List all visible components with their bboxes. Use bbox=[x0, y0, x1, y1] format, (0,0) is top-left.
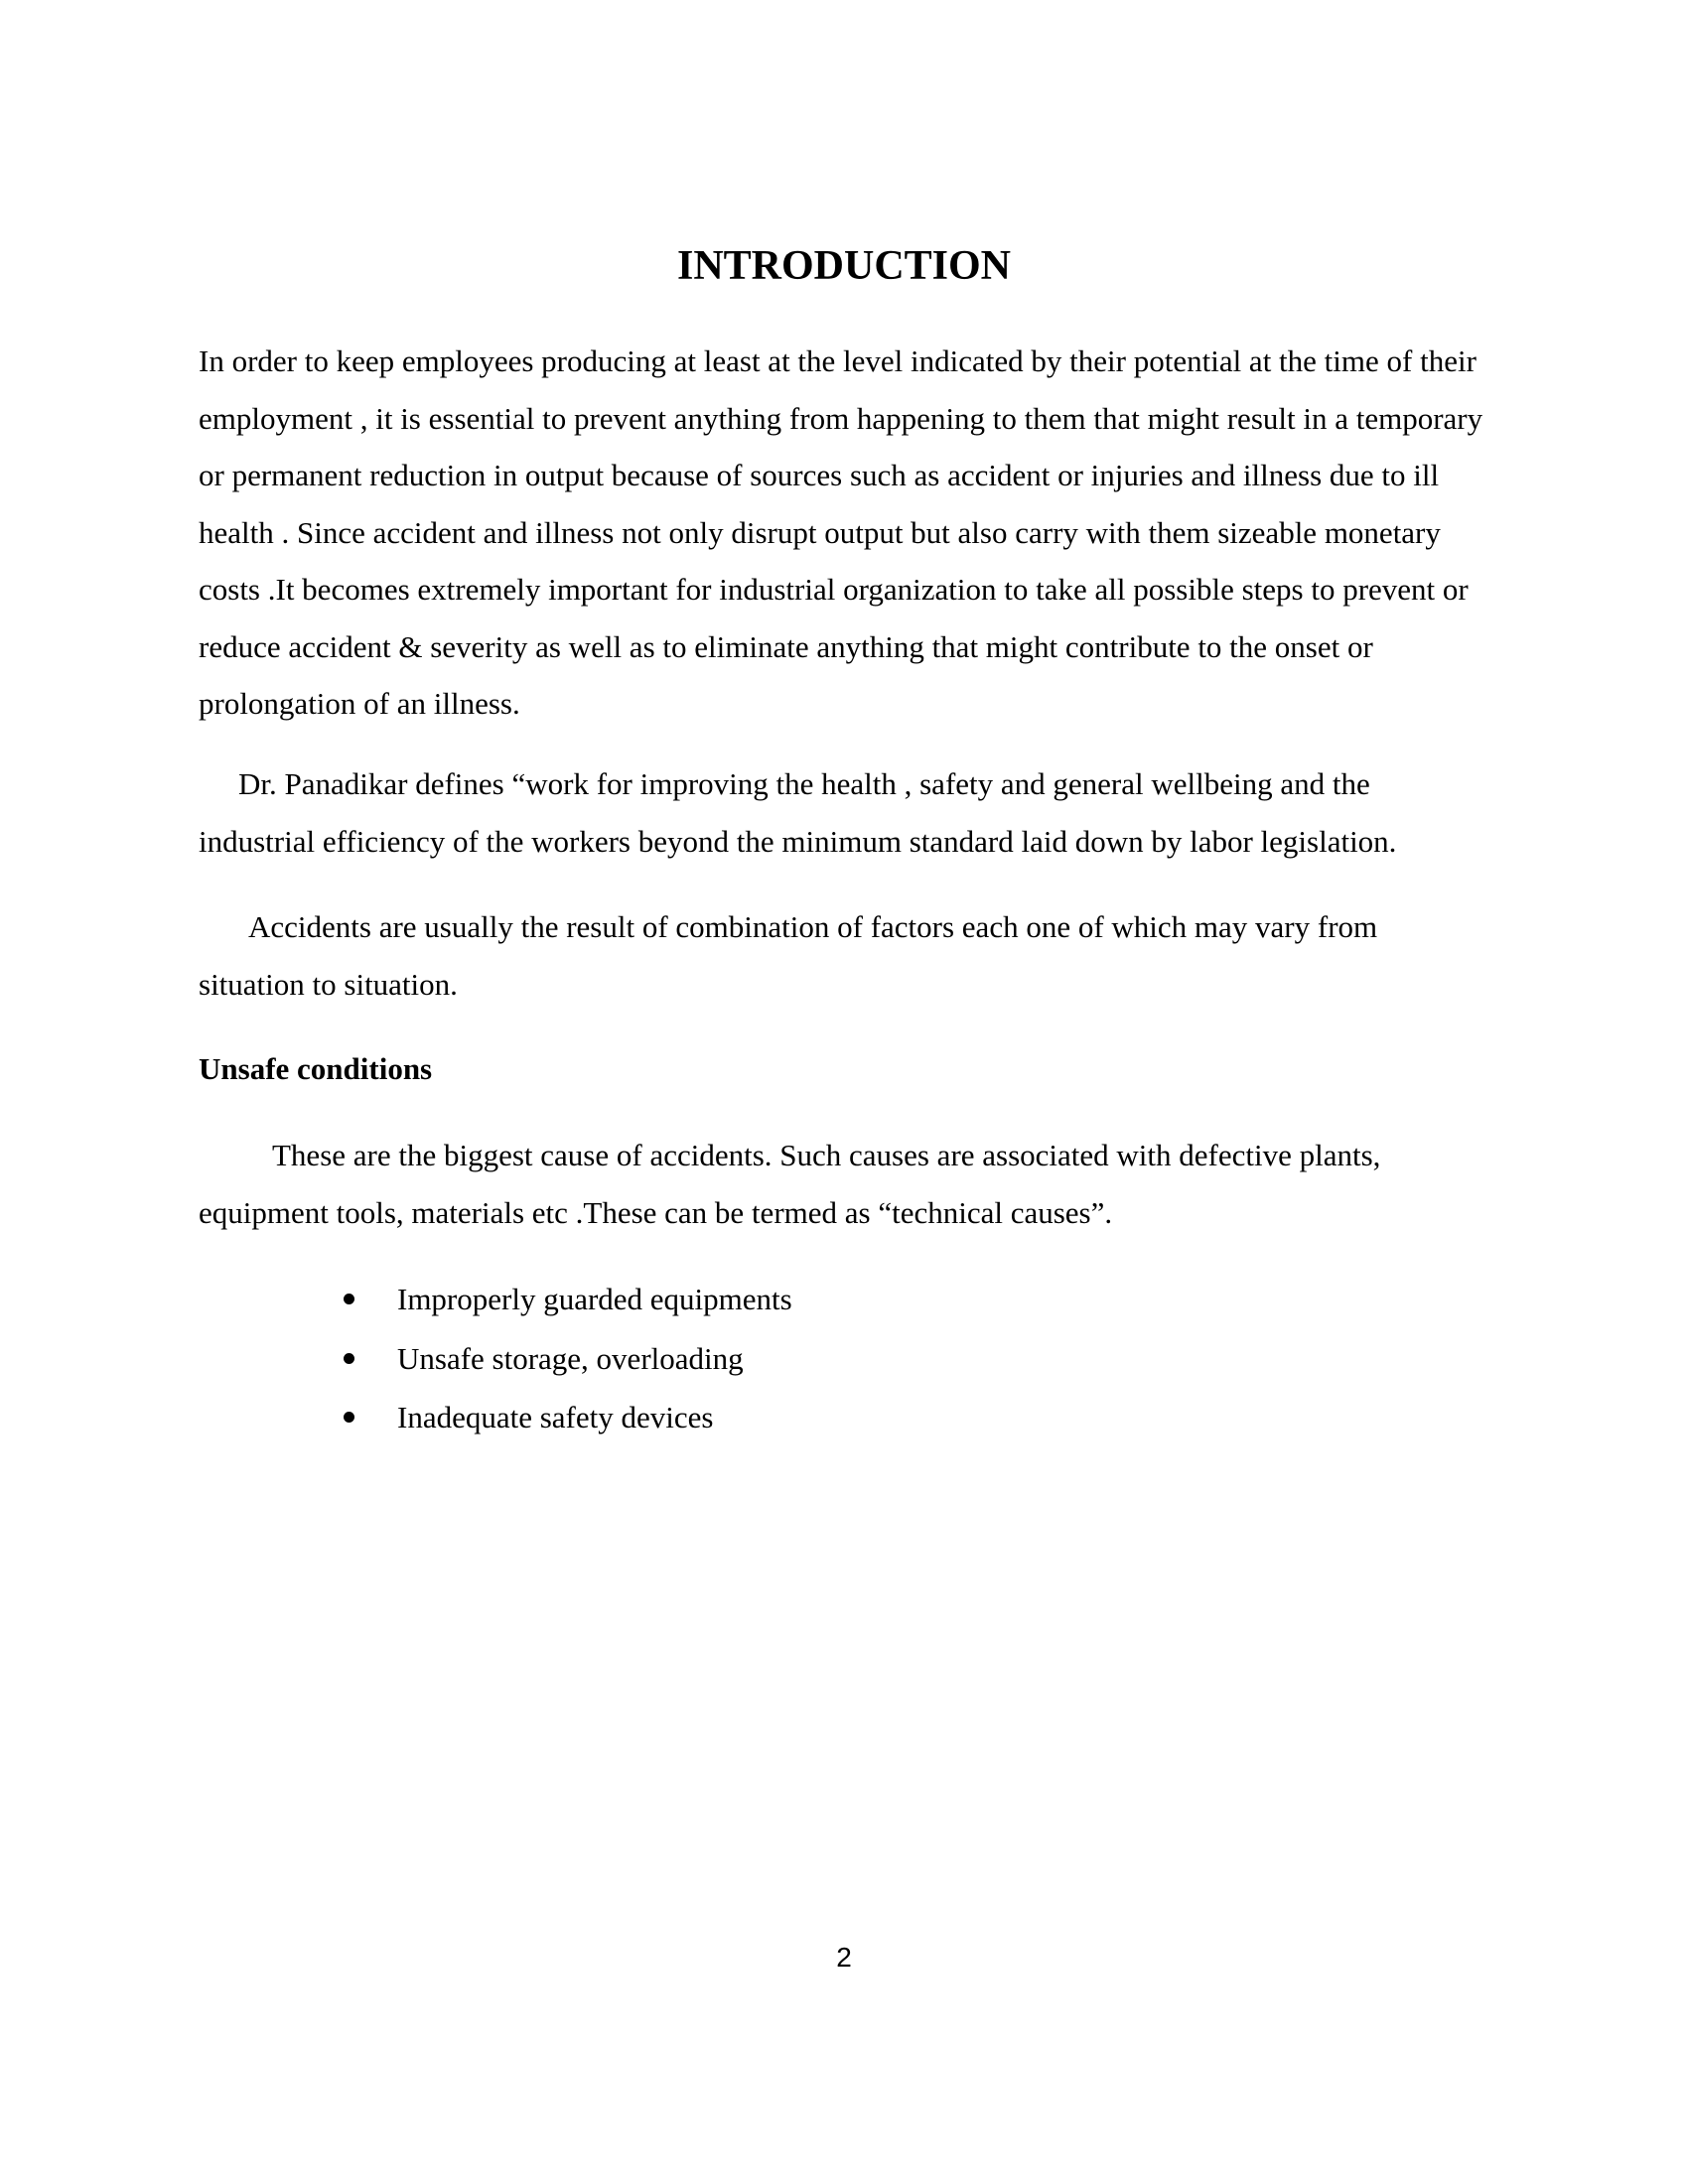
intro-paragraph: In order to keep employees producing at least at the level indicated by their potential at the time of their employment , it is essential to prevent anything from happening to them that might result in a temporary or permanent reduction in output because of sources such as accident or injuries and illness due to ill health . Since accident and illness not only disrupt output but also carry with them sizeable monetary costs .It becomes extremely important for industrial organization to take all possible steps to prevent or reduce accident & severity as well as to eliminate anything that might contribute to the onset or prolongation of an illness. bbox=[199, 343, 1483, 721]
list-item bbox=[338, 1270, 792, 1329]
list-item-text: Improperly guarded equipments bbox=[397, 1282, 792, 1316]
list-item-text: Inadequate safety devices bbox=[397, 1400, 714, 1434]
accidents-paragraph: Accidents are usually the result of combination of factors each one of which may vary from situation to situation. bbox=[199, 909, 1378, 1002]
list-item bbox=[338, 1329, 792, 1389]
bullet-list bbox=[338, 1270, 792, 1447]
bullet-icon bbox=[344, 1353, 354, 1364]
page-title: INTRODUCTION bbox=[676, 243, 1012, 289]
section-paragraph: These are the biggest cause of accidents. Such causes are associated with defective plants, equipment tools, materials etc .These can be termed as “technical causes”. bbox=[199, 1138, 1381, 1230]
page-number: 2 bbox=[836, 1942, 852, 1973]
definition-paragraph: Dr. Panadikar defines “work for improving the health , safety and general wellbeing and the industrial efficiency of the workers beyond the minimum standard laid down by labor legislation. bbox=[199, 766, 1397, 859]
list-item-text: Unsafe storage, overloading bbox=[397, 1340, 744, 1376]
bullet-icon bbox=[344, 1412, 354, 1423]
bullet-icon bbox=[344, 1294, 354, 1304]
list-item bbox=[338, 1388, 792, 1447]
section-heading: Unsafe conditions bbox=[199, 1051, 433, 1086]
